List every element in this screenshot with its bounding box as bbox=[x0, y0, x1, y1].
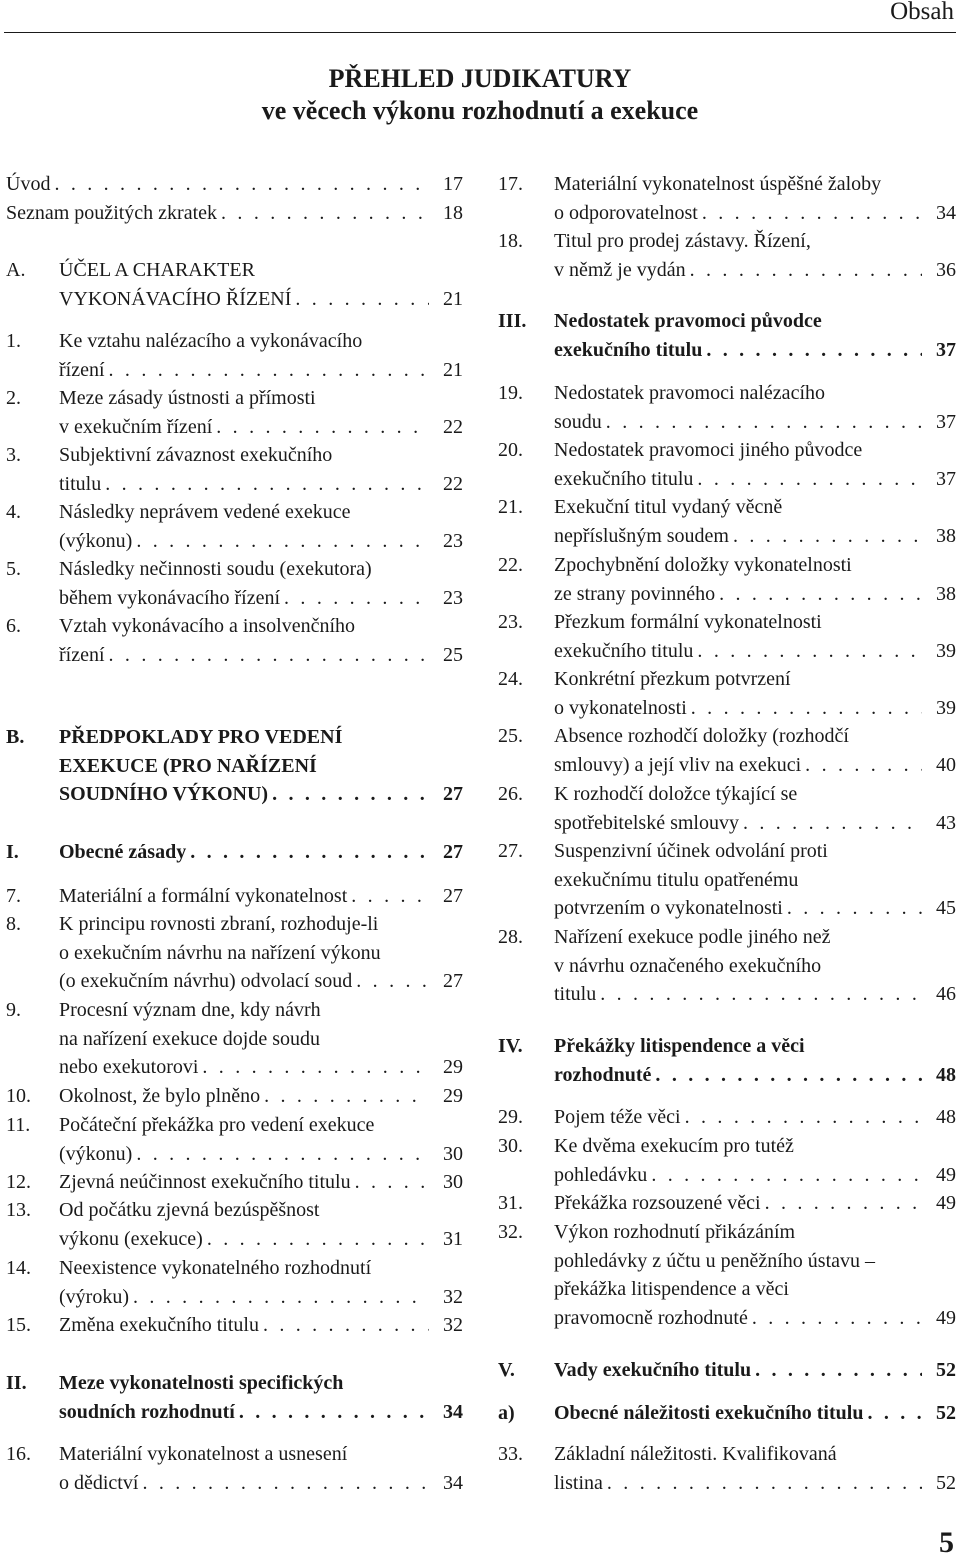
toc-entry-page-number: 27 bbox=[443, 885, 463, 907]
toc-entry-number: 26. bbox=[498, 783, 523, 805]
toc-entry-title-line: Procesní význam dne, kdy návrh bbox=[59, 999, 321, 1021]
toc-entry-page-number: 39 bbox=[936, 696, 956, 719]
toc-entry-number: 30. bbox=[498, 1135, 523, 1157]
toc-entry[interactable] bbox=[6, 723, 463, 809]
toc-entry-title-line: spotřebitelské smlouvy bbox=[554, 811, 739, 834]
toc-entry[interactable] bbox=[6, 882, 463, 911]
toc-entry-title-line: potvrzením o vykonatelnosti bbox=[554, 897, 783, 919]
toc-entry-title-line: Úvod bbox=[6, 173, 51, 195]
toc-entry-title-line: pravomocně rozhodnuté bbox=[554, 1306, 748, 1329]
toc-entry[interactable] bbox=[498, 307, 956, 364]
toc-entry-number: 12. bbox=[6, 1171, 31, 1193]
toc-entry-title-line: Materiální a formální vykonatelnost bbox=[59, 885, 348, 907]
toc-entry-page-number: 18 bbox=[443, 201, 463, 224]
toc-entry-number: B. bbox=[6, 726, 25, 748]
toc-entry-title-line: PŘEDPOKLADY PRO VEDENÍ bbox=[59, 726, 343, 748]
toc-entry-page-number: 31 bbox=[443, 1227, 463, 1250]
toc-entry-title-line: na nařízení exekuce dojde soudu bbox=[59, 1027, 321, 1050]
toc-entry-title-line: Výkon rozhodnutí přikázáním bbox=[554, 1221, 796, 1243]
toc-entry-title-line: Materiální vykonatelnost úspěšné žaloby bbox=[554, 173, 882, 195]
toc-entry[interactable] bbox=[6, 612, 463, 669]
dot-leader bbox=[198, 1053, 429, 1082]
toc-entry-number: 11. bbox=[6, 1114, 31, 1136]
toc-entry-title-line: Zjevná neúčinnost exekučního titulu bbox=[59, 1171, 351, 1193]
toc-entry-number: 6. bbox=[6, 615, 21, 637]
toc-entry-page-number: 49 bbox=[936, 1306, 956, 1329]
toc-entry-page-number: 27 bbox=[443, 783, 463, 805]
toc-entry[interactable] bbox=[498, 1189, 956, 1218]
toc-entry-title-line: exekučního titulu bbox=[554, 338, 703, 361]
toc-entry-title-line: soudu bbox=[554, 410, 602, 433]
toc-entry-number: 4. bbox=[6, 501, 21, 523]
toc-entry[interactable] bbox=[498, 722, 956, 779]
toc-entry[interactable] bbox=[6, 996, 463, 1082]
toc-entry-number: 21. bbox=[498, 496, 523, 518]
toc-entry-title-line: Přezkum formální vykonatelnosti bbox=[554, 611, 822, 633]
toc-entry-number: 16. bbox=[6, 1443, 31, 1465]
toc-entry[interactable] bbox=[498, 780, 956, 837]
toc-entry[interactable] bbox=[6, 170, 463, 199]
toc-entry-page-number: 23 bbox=[443, 529, 463, 552]
toc-entry[interactable] bbox=[498, 1103, 956, 1132]
toc-entry-number: 20. bbox=[498, 439, 523, 461]
toc-entry-page-number: 40 bbox=[936, 753, 956, 776]
toc-entry-number: 13. bbox=[6, 1199, 31, 1221]
toc-entry-number: 5. bbox=[6, 558, 21, 580]
toc-entry-title-line: Titul pro prodej zástavy. Řízení, bbox=[554, 230, 811, 252]
toc-entry-title-line: Od počátku zjevná bezúspěšnost bbox=[59, 1199, 320, 1221]
toc-entry-number: 9. bbox=[6, 999, 21, 1021]
toc-entry-number: 23. bbox=[498, 611, 523, 633]
toc-entry-title-line: v němž je vydán bbox=[554, 258, 686, 281]
toc-entry[interactable] bbox=[498, 608, 956, 665]
toc-entry-number: 19. bbox=[498, 382, 523, 404]
toc-entry[interactable] bbox=[6, 1311, 463, 1340]
toc-entry-page-number: 27 bbox=[443, 970, 463, 992]
toc-entry[interactable] bbox=[6, 384, 463, 441]
toc-entry-title-line: řízení bbox=[59, 358, 105, 381]
toc-entry[interactable] bbox=[6, 1111, 463, 1168]
toc-entry-title-line: Překážky litispendence a věci bbox=[554, 1035, 805, 1057]
toc-entry-title-line: Následky nečinnosti soudu (exekutora) bbox=[59, 558, 372, 580]
toc-entry-title-line: (o exekučním návrhu) odvolací soud bbox=[59, 970, 353, 992]
toc-entry-title-line: VYKONÁVACÍHO ŘÍZENÍ bbox=[59, 287, 292, 310]
toc-entry-title-line: Ke dvěma exekucím pro tutéž bbox=[554, 1135, 794, 1157]
toc-entry-title-line: Suspenzivní účinek odvolání proti bbox=[554, 840, 828, 862]
dot-leader bbox=[698, 199, 922, 228]
toc-entry-title-line: Zpochybnění doložky vykonatelnosti bbox=[554, 554, 852, 576]
toc-entry-title-line: nebo exekutorovi bbox=[59, 1056, 199, 1078]
toc-entry[interactable] bbox=[498, 379, 956, 436]
toc-entry-title-line: řízení bbox=[59, 643, 105, 666]
toc-entry-title-line: Ke vztahu nalézacího a vykonávacího bbox=[59, 330, 363, 352]
toc-entry-page-number: 49 bbox=[936, 1192, 956, 1214]
toc-entry-title-line: pohledávku bbox=[554, 1163, 648, 1186]
dot-leader bbox=[603, 1469, 922, 1498]
dot-leader bbox=[203, 1225, 429, 1254]
dot-leader bbox=[105, 356, 429, 385]
dot-leader bbox=[687, 694, 922, 723]
dot-leader bbox=[132, 527, 429, 556]
toc-entry-title-line: (výkonu) bbox=[59, 1142, 133, 1165]
toc-entry-title-line: (výroku) bbox=[59, 1285, 129, 1308]
toc-entry[interactable] bbox=[6, 327, 463, 384]
toc-entry-page-number: 25 bbox=[443, 643, 463, 666]
toc-entry-page-number: 36 bbox=[936, 258, 956, 281]
dot-leader bbox=[351, 1168, 429, 1197]
toc-entry[interactable] bbox=[6, 555, 463, 612]
toc-entry-page-number: 37 bbox=[936, 467, 956, 490]
dot-leader bbox=[729, 522, 922, 551]
toc-entry-title-line: soudních rozhodnutí bbox=[59, 1400, 235, 1423]
toc-entry[interactable] bbox=[498, 837, 956, 923]
dot-leader bbox=[259, 1311, 429, 1340]
toc-entry-title-line: Vztah vykonávacího a insolvenčního bbox=[59, 615, 356, 637]
toc-entry-title-line: nepříslušným soudem bbox=[554, 524, 729, 547]
toc-entry-title-line: Vady exekučního titulu bbox=[554, 1359, 752, 1381]
toc-entry[interactable] bbox=[498, 1399, 956, 1428]
dot-leader bbox=[715, 580, 922, 609]
toc-entry-number: 32. bbox=[498, 1221, 523, 1243]
header-rule bbox=[4, 32, 956, 33]
toc-entry-page-number: 38 bbox=[936, 524, 956, 547]
toc-entry[interactable] bbox=[6, 1254, 463, 1311]
toc-entry-number: 22. bbox=[498, 554, 523, 576]
toc-entry[interactable] bbox=[498, 1218, 956, 1332]
toc-entry[interactable] bbox=[6, 256, 463, 313]
dot-leader bbox=[138, 1469, 429, 1498]
toc-entry-title-line: Exekuční titul vydaný věcně bbox=[554, 496, 783, 518]
toc-entry-page-number: 46 bbox=[936, 983, 956, 1005]
toc-entry-number: 31. bbox=[498, 1192, 523, 1214]
toc-entry-number: 2. bbox=[6, 387, 21, 409]
toc-entry[interactable] bbox=[6, 441, 463, 498]
toc-entry-number: 28. bbox=[498, 926, 523, 948]
dot-leader bbox=[129, 1283, 429, 1312]
dot-leader bbox=[801, 751, 922, 780]
toc-entry-page-number: 38 bbox=[936, 582, 956, 605]
toc-entry-title-line: Konkrétní přezkum potvrzení bbox=[554, 668, 791, 690]
toc-entry-number: A. bbox=[6, 259, 26, 281]
toc-entry-page-number: 37 bbox=[936, 338, 956, 361]
toc-entry-title-line: Počáteční překážka pro vedení exekuce bbox=[59, 1114, 375, 1136]
dot-leader bbox=[132, 1140, 429, 1169]
toc-entry-title-line: exekučního titulu bbox=[554, 639, 694, 662]
toc-entry[interactable] bbox=[6, 1369, 463, 1426]
toc-entry[interactable] bbox=[498, 665, 956, 722]
toc-entry-number: 15. bbox=[6, 1314, 31, 1336]
dot-leader bbox=[235, 1398, 429, 1427]
toc-entry-title-line: (výkonu) bbox=[59, 529, 133, 552]
toc-entry-title-line: překážka litispendence a věci bbox=[554, 1278, 789, 1300]
toc-entry-number: V. bbox=[498, 1359, 515, 1381]
page-number: 5 bbox=[939, 1526, 954, 1559]
toc-entry-title-line: o dědictví bbox=[59, 1471, 139, 1494]
toc-entry-title-line: titulu bbox=[554, 983, 597, 1005]
toc-entry-number: 24. bbox=[498, 668, 523, 690]
toc-entry-title-line: během vykonávacího řízení bbox=[59, 586, 281, 609]
toc-entry-number: III. bbox=[498, 310, 527, 332]
dot-leader bbox=[352, 967, 429, 996]
toc-entry-title-line: Nedostatek pravomoci jiného původce bbox=[554, 439, 863, 461]
page-title: PŘEHLED JUDIKATURY bbox=[328, 64, 632, 93]
dot-leader bbox=[739, 809, 922, 838]
toc-entry-number: 29. bbox=[498, 1106, 523, 1128]
dot-leader bbox=[186, 838, 429, 867]
toc-entry-page-number: 29 bbox=[443, 1085, 463, 1107]
toc-entry-page-number: 52 bbox=[936, 1402, 956, 1424]
toc-entry-title-line: Překážka rozsouzené věci bbox=[554, 1192, 761, 1214]
dot-leader bbox=[260, 1082, 429, 1111]
toc-entry[interactable] bbox=[498, 227, 956, 284]
toc-entry-page-number: 52 bbox=[936, 1471, 956, 1494]
dot-leader bbox=[751, 1356, 922, 1385]
toc-entry-title-line: Obecné náležitosti exekučního titulu bbox=[554, 1402, 864, 1424]
dot-leader bbox=[268, 780, 429, 809]
toc-entry-title-line: titulu bbox=[59, 472, 102, 495]
toc-entry-page-number: 22 bbox=[443, 415, 463, 438]
toc-entry-page-number: 23 bbox=[443, 586, 463, 609]
toc-entry[interactable] bbox=[498, 170, 956, 227]
toc-entry-page-number: 22 bbox=[443, 472, 463, 495]
dot-leader bbox=[702, 336, 922, 365]
toc-entry-title-line: Absence rozhodčí doložky (rozhodčí bbox=[554, 725, 849, 747]
toc-entry-title-line: Meze zásady ústnosti a přímosti bbox=[59, 387, 316, 409]
toc-entry-title-line: Změna exekučního titulu bbox=[59, 1314, 259, 1336]
dot-leader bbox=[280, 584, 429, 613]
dot-leader bbox=[863, 1399, 922, 1428]
toc-entry[interactable] bbox=[498, 1132, 956, 1189]
toc-entry[interactable] bbox=[6, 1082, 463, 1111]
toc-entry-number: 25. bbox=[498, 725, 523, 747]
toc-entry-number: 14. bbox=[6, 1257, 31, 1279]
toc-entry-page-number: 39 bbox=[936, 639, 956, 662]
toc-entry[interactable] bbox=[498, 1032, 956, 1089]
toc-entry-page-number: 52 bbox=[936, 1359, 956, 1381]
toc-entry-page-number: 17 bbox=[443, 173, 463, 195]
dot-leader bbox=[596, 980, 922, 1009]
toc-entry-page-number: 45 bbox=[936, 897, 956, 919]
toc-entry-number: 33. bbox=[498, 1443, 523, 1465]
toc-entry-title-line: SOUDNÍHO VÝKONU) bbox=[59, 783, 269, 805]
toc-entry[interactable] bbox=[6, 199, 463, 228]
toc-entry-number: 7. bbox=[6, 885, 21, 907]
toc-entry-title-line: v exekučním řízení bbox=[59, 415, 213, 438]
toc-entry-title-line: o exekučním návrhu na nařízení výkonu bbox=[59, 941, 381, 964]
toc-entry[interactable] bbox=[6, 1168, 463, 1197]
toc-entry[interactable] bbox=[6, 1440, 463, 1497]
dot-leader bbox=[101, 470, 429, 499]
toc-entry-page-number: 34 bbox=[443, 1400, 463, 1423]
dot-leader bbox=[783, 894, 922, 923]
page-subtitle: ve věcech výkonu rozhodnutí a exekuce bbox=[261, 96, 699, 125]
toc-entry-page-number: 43 bbox=[936, 811, 956, 834]
toc-entry-page-number: 34 bbox=[443, 1471, 463, 1494]
dot-leader bbox=[50, 170, 429, 199]
toc-entry-title-line: Okolnost, že bylo plněno bbox=[59, 1085, 261, 1107]
toc-entry-title-line: výkonu (exekuce) bbox=[59, 1227, 203, 1250]
toc-entry-title-line: o odporovatelnost bbox=[554, 201, 698, 224]
toc-entry-title-line: Nedostatek pravomoci původce bbox=[554, 310, 822, 332]
toc-entry-title-line: Neexistence vykonatelného rozhodnutí bbox=[59, 1257, 372, 1279]
toc-entry-number: 8. bbox=[6, 913, 21, 935]
toc-entry[interactable] bbox=[498, 436, 956, 493]
toc-entry-title-line: ze strany povinného bbox=[554, 582, 716, 605]
toc-entry-title-line: smlouvy) a její vliv na exekuci bbox=[554, 753, 802, 776]
toc-entry-title-line: pohledávky z účtu u peněžního ústavu – bbox=[554, 1249, 876, 1272]
toc-entry-title-line: listina bbox=[554, 1471, 603, 1494]
running-head-section: Obsah bbox=[890, 0, 954, 25]
toc-entry-page-number: 48 bbox=[936, 1106, 956, 1128]
toc-entry-page-number: 34 bbox=[936, 201, 956, 224]
toc-entry[interactable] bbox=[6, 498, 463, 555]
toc-entry-page-number: 21 bbox=[443, 358, 463, 381]
toc-entry-title-line: v návrhu označeného exekučního bbox=[554, 954, 822, 977]
dot-leader bbox=[212, 413, 429, 442]
toc-entry-page-number: 21 bbox=[443, 287, 463, 310]
toc-entry-number: IV. bbox=[498, 1035, 523, 1057]
toc-entry[interactable] bbox=[6, 1196, 463, 1253]
dot-leader bbox=[347, 882, 429, 911]
dot-leader bbox=[686, 256, 922, 285]
toc-entry[interactable] bbox=[498, 923, 956, 1009]
toc-entry-number: 17. bbox=[498, 173, 523, 195]
toc-entry-title-line: Základní náležitosti. Kvalifikovaná bbox=[554, 1443, 837, 1465]
toc-entry[interactable] bbox=[498, 1356, 956, 1385]
toc-entry-page-number: 29 bbox=[443, 1056, 463, 1078]
toc-entry-title-line: Seznam použitých zkratek bbox=[6, 201, 218, 224]
toc-entry-page-number: 27 bbox=[443, 841, 463, 863]
toc-entry-page-number: 37 bbox=[936, 410, 956, 433]
toc-entry-title-line: Pojem téže věci bbox=[554, 1106, 681, 1128]
dot-leader bbox=[651, 1061, 922, 1090]
toc-entry-page-number: 30 bbox=[443, 1142, 463, 1165]
toc-entry-title-line: Meze vykonatelnosti specifických bbox=[59, 1372, 344, 1394]
toc-entry[interactable] bbox=[498, 551, 956, 608]
toc-entry[interactable] bbox=[498, 493, 956, 550]
toc-entry-title-line: o vykonatelnosti bbox=[554, 696, 687, 719]
dot-leader bbox=[105, 641, 429, 670]
dot-leader bbox=[748, 1304, 922, 1333]
dot-leader bbox=[217, 199, 429, 228]
toc-entry[interactable] bbox=[498, 1440, 956, 1497]
toc-entry-number: 1. bbox=[6, 330, 21, 352]
toc-entry-title-line: exekučnímu titulu opatřenému bbox=[554, 868, 799, 891]
toc-entry-title-line: Nařízení exekuce podle jiného než bbox=[554, 926, 831, 948]
toc-entry-number: a) bbox=[498, 1402, 515, 1424]
toc-entry-title-line: Materiální vykonatelnost a usnesení bbox=[59, 1443, 348, 1465]
toc-entry-title-line: K principu rovnosti zbraní, rozhoduje-li bbox=[59, 913, 379, 935]
dot-leader bbox=[693, 465, 922, 494]
toc-entry-number: 27. bbox=[498, 840, 523, 862]
toc-entry-page-number: 30 bbox=[443, 1171, 463, 1193]
dot-leader bbox=[647, 1161, 922, 1190]
toc-entry-title-line: Následky neprávem vedené exekuce bbox=[59, 501, 351, 523]
toc-entry-title-line: rozhodnuté bbox=[554, 1063, 652, 1086]
dot-leader bbox=[602, 408, 922, 437]
dot-leader bbox=[693, 637, 922, 666]
toc-entry-number: 10. bbox=[6, 1085, 31, 1107]
toc-entry-page-number: 32 bbox=[443, 1314, 463, 1336]
toc-entry-title-line: exekučního titulu bbox=[554, 467, 694, 490]
toc-entry-page-number: 48 bbox=[936, 1063, 956, 1086]
toc-entry-title-line: EXEKUCE (PRO NAŘÍZENÍ bbox=[59, 754, 317, 777]
toc-entry-title-line: K rozhodčí doložce týkající se bbox=[554, 783, 798, 805]
dot-leader bbox=[761, 1189, 922, 1218]
toc-entry-number: II. bbox=[6, 1372, 27, 1394]
toc-entry-number: 3. bbox=[6, 444, 21, 466]
toc-entry[interactable] bbox=[6, 838, 463, 867]
toc-entry-number: I. bbox=[6, 841, 19, 863]
toc-entry-number: 18. bbox=[498, 230, 523, 252]
toc-entry-page-number: 32 bbox=[443, 1285, 463, 1308]
dot-leader bbox=[681, 1103, 922, 1132]
toc-entry-page-number: 49 bbox=[936, 1163, 956, 1186]
toc-entry-title-line: Nedostatek pravomoci nalézacího bbox=[554, 382, 825, 404]
toc-entry-title-line: ÚČEL A CHARAKTER bbox=[59, 259, 255, 281]
toc-entry-title-line: Obecné zásady bbox=[59, 841, 187, 863]
toc-entry[interactable] bbox=[6, 910, 463, 996]
dot-leader bbox=[291, 285, 429, 314]
toc-entry-title-line: Subjektivní závaznost exekučního bbox=[59, 444, 333, 466]
